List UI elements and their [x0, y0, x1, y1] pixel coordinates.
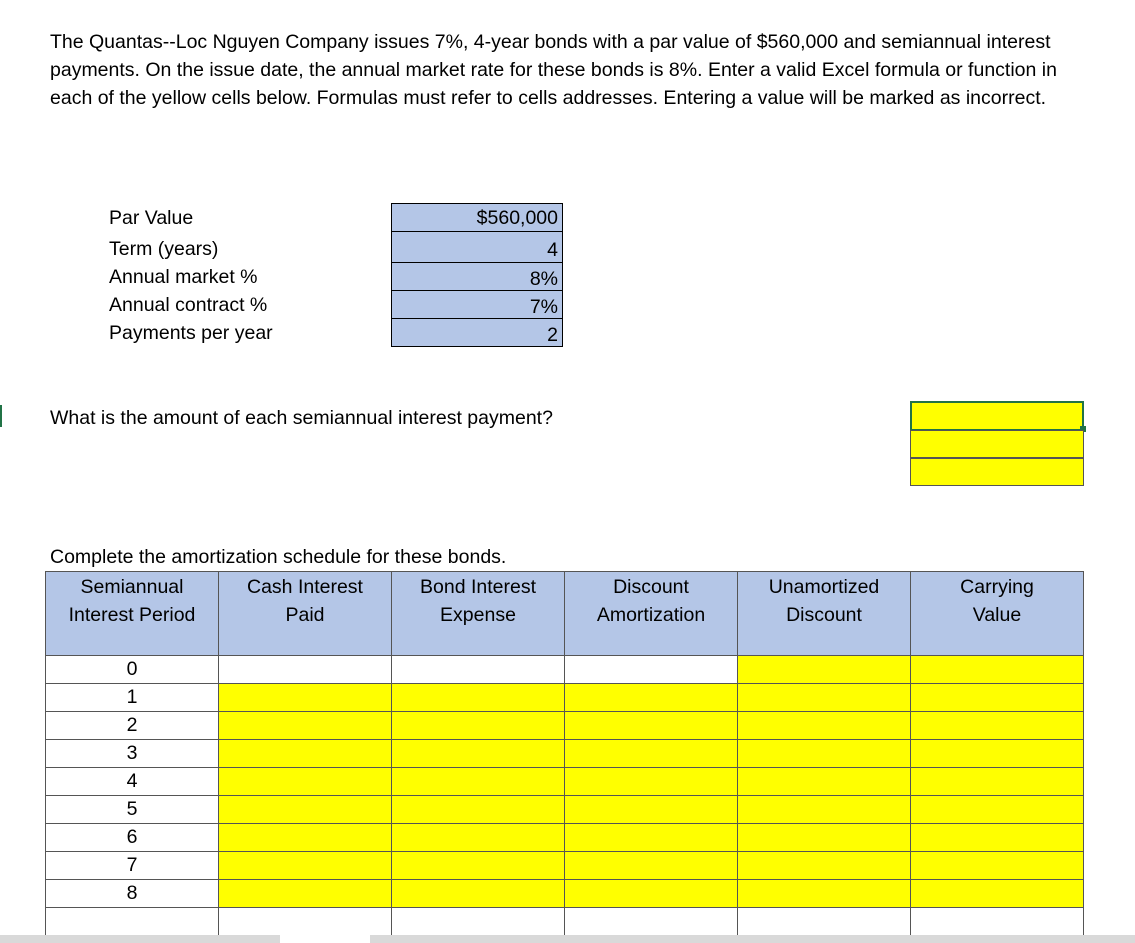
answer-cell-2[interactable] — [910, 430, 1084, 458]
schedule-cell[interactable] — [219, 656, 392, 684]
answer-cell[interactable] — [911, 740, 1084, 768]
cell-payments-per-year[interactable]: 2 — [391, 318, 563, 347]
header-text: Value — [972, 604, 1022, 626]
header-text: Amortization — [596, 604, 706, 626]
table-row — [46, 768, 1084, 796]
answer-cell[interactable] — [738, 880, 911, 908]
answer-cell[interactable] — [911, 824, 1084, 852]
amortization-schedule — [45, 571, 1084, 936]
header-text: Carrying — [960, 576, 1034, 598]
period-cell[interactable]: 5 — [46, 796, 219, 824]
answer-cell[interactable] — [565, 768, 738, 796]
answer-cell-3[interactable] — [910, 458, 1084, 486]
answer-cell[interactable] — [392, 768, 565, 796]
header-text: Unamortized — [768, 576, 880, 598]
table-row — [46, 684, 1084, 712]
answer-cell[interactable] — [392, 824, 565, 852]
answer-cell[interactable] — [565, 824, 738, 852]
table-row — [46, 712, 1084, 740]
answer-cell[interactable] — [738, 740, 911, 768]
answer-cell[interactable] — [738, 796, 911, 824]
answer-cell[interactable] — [738, 852, 911, 880]
header-discount-amortization — [565, 572, 738, 656]
schedule-cell[interactable] — [565, 908, 738, 936]
label-annual-contract: Annual contract % — [109, 294, 268, 316]
header-text: Interest Period — [68, 604, 196, 626]
answer-cell[interactable] — [219, 768, 392, 796]
answer-cell[interactable] — [219, 880, 392, 908]
answer-cell[interactable] — [565, 684, 738, 712]
period-cell[interactable]: 4 — [46, 768, 219, 796]
problem-statement: The Quantas--Loc Nguyen Company issues 7%, 4-year bonds with a par value of $560,000 and semiannual interest payments. On the issue date, the annual market rate for these bonds is 8%. Enter a valid Excel formula or function in each of the yellow cells below. Formulas must refer to cells addresses. Entering a value will be marked as incorrect. — [50, 31, 1057, 109]
answer-cell[interactable] — [565, 880, 738, 908]
cell-annual-market[interactable]: 8% — [391, 262, 563, 291]
header-unamortized-discount — [738, 572, 911, 656]
schedule-cell[interactable] — [738, 908, 911, 936]
answer-cell[interactable] — [738, 824, 911, 852]
schedule-cell[interactable] — [46, 908, 219, 936]
table-row — [46, 656, 1084, 684]
table-row — [46, 824, 1084, 852]
answer-cell[interactable] — [392, 880, 565, 908]
answer-cell[interactable] — [911, 712, 1084, 740]
answer-cell-interest-payment[interactable] — [910, 401, 1084, 431]
schedule-cell[interactable] — [392, 656, 565, 684]
header-text: Bond Interest — [420, 576, 536, 598]
answer-cell[interactable] — [565, 852, 738, 880]
answer-cell[interactable] — [565, 796, 738, 824]
label-annual-market: Annual market % — [109, 266, 258, 288]
answer-cell[interactable] — [392, 796, 565, 824]
answer-cell[interactable] — [219, 684, 392, 712]
period-cell[interactable]: 6 — [46, 824, 219, 852]
answer-cell[interactable] — [911, 656, 1084, 684]
answer-cell[interactable] — [565, 712, 738, 740]
header-text: Cash Interest — [247, 576, 363, 598]
answer-cell[interactable] — [219, 712, 392, 740]
row-selection-indicator — [0, 405, 2, 427]
table-row — [46, 908, 1084, 936]
horizontal-scrollbar[interactable] — [0, 935, 1135, 943]
table-row — [46, 796, 1084, 824]
header-bond-interest — [392, 572, 565, 656]
header-carrying-value — [911, 572, 1084, 656]
header-cash-interest — [219, 572, 392, 656]
answer-cell[interactable] — [911, 852, 1084, 880]
answer-cell[interactable] — [738, 768, 911, 796]
table-row — [46, 880, 1084, 908]
answer-cell[interactable] — [392, 684, 565, 712]
answer-cell[interactable] — [911, 796, 1084, 824]
answer-cell[interactable] — [219, 852, 392, 880]
scrollbar-gap — [280, 935, 370, 943]
answer-cell[interactable] — [911, 768, 1084, 796]
header-text: Discount — [786, 604, 862, 626]
answer-cell[interactable] — [392, 852, 565, 880]
period-cell[interactable]: 8 — [46, 880, 219, 908]
cell-par-value[interactable]: $560,000 — [391, 203, 563, 232]
period-cell[interactable]: 7 — [46, 852, 219, 880]
schedule-cell[interactable] — [565, 656, 738, 684]
period-cell[interactable]: 3 — [46, 740, 219, 768]
label-payments-per-year: Payments per year — [109, 322, 273, 344]
answer-cell[interactable] — [911, 684, 1084, 712]
header-text: Discount — [613, 576, 689, 598]
schedule-title: Complete the amortization schedule for these bonds. — [50, 546, 507, 568]
answer-cell[interactable] — [219, 740, 392, 768]
question-semiannual-payment: What is the amount of each semiannual interest payment? — [50, 407, 553, 429]
header-row — [46, 572, 1084, 656]
answer-cell[interactable] — [911, 880, 1084, 908]
answer-cell[interactable] — [392, 740, 565, 768]
answer-cell[interactable] — [392, 712, 565, 740]
label-term-years: Term (years) — [109, 238, 219, 260]
answer-cell[interactable] — [738, 656, 911, 684]
period-cell[interactable]: 2 — [46, 712, 219, 740]
period-cell[interactable]: 0 — [46, 656, 219, 684]
answer-cell[interactable] — [219, 796, 392, 824]
table-row — [46, 740, 1084, 768]
schedule-cell[interactable] — [392, 908, 565, 936]
answer-cell[interactable] — [738, 684, 911, 712]
header-period — [46, 572, 219, 656]
header-text: Semiannual — [80, 576, 184, 598]
schedule-cell[interactable] — [911, 908, 1084, 936]
cell-annual-contract[interactable]: 7% — [391, 290, 563, 319]
schedule-cell[interactable] — [219, 908, 392, 936]
header-text: Expense — [440, 604, 516, 626]
label-par-value: Par Value — [109, 207, 194, 229]
answer-cell[interactable] — [565, 740, 738, 768]
answer-cell[interactable] — [219, 824, 392, 852]
period-cell[interactable]: 1 — [46, 684, 219, 712]
table-row — [46, 852, 1084, 880]
answer-cell[interactable] — [738, 712, 911, 740]
header-text: Paid — [285, 604, 325, 626]
cell-term-years[interactable]: 4 — [391, 231, 563, 263]
